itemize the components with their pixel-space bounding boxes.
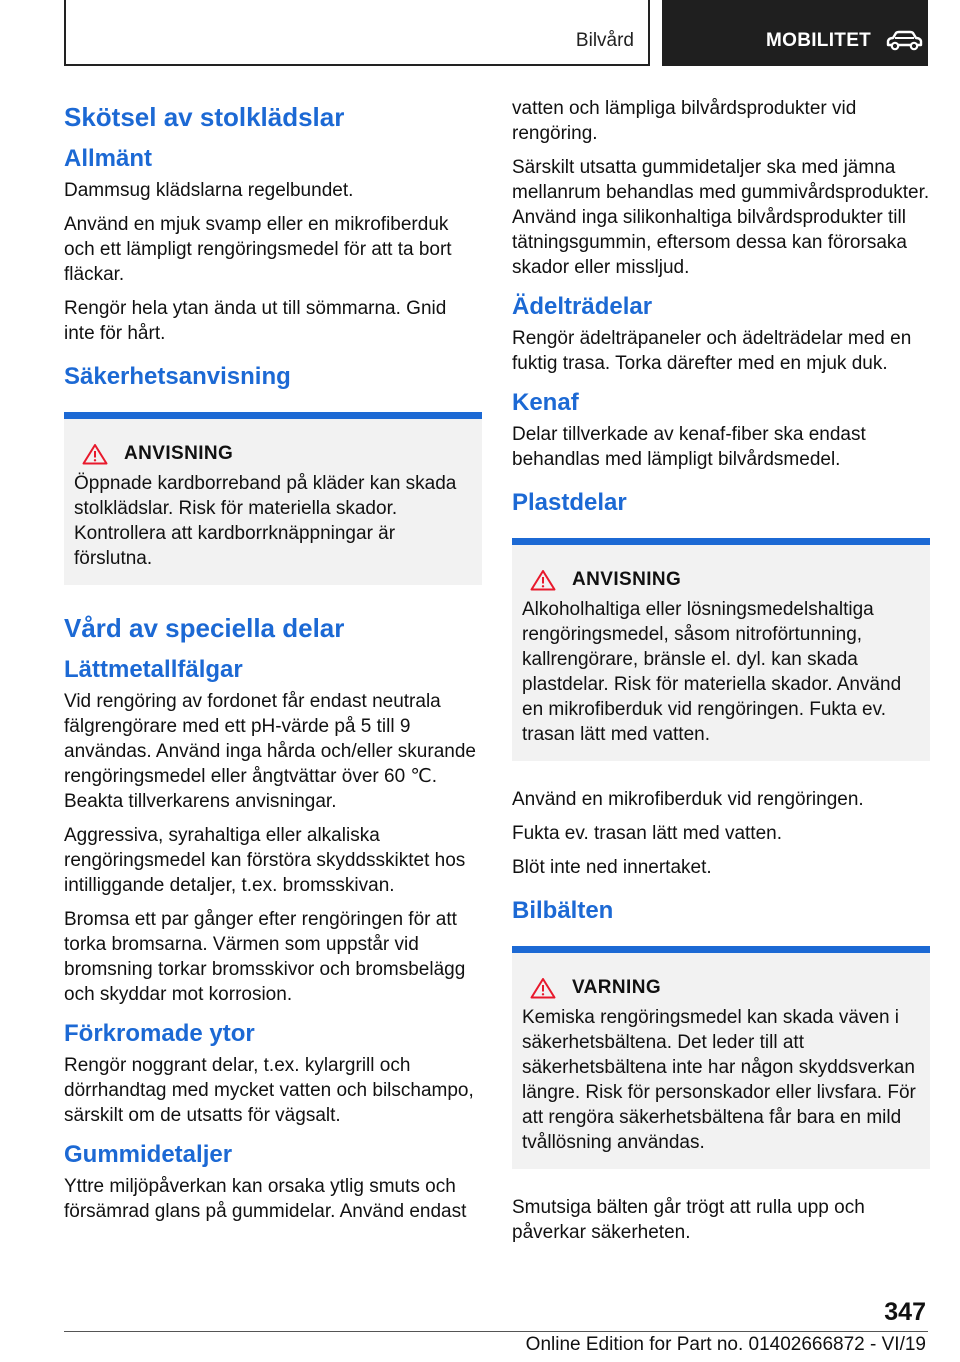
paragraph: Blöt inte ned innertaket.: [512, 857, 712, 878]
warning-label: ANVISNING: [124, 443, 234, 464]
heading-gummidetaljer: Gummidetaljer: [64, 1141, 233, 1168]
warning-triangle-icon: [530, 569, 556, 591]
paragraph: vatten och lämpliga bilvårdsprodukter vid rengöring.: [512, 98, 857, 144]
page-number: 347: [884, 1298, 926, 1326]
section-tab: [64, 0, 650, 66]
paragraph: Rengör hela ytan ända ut till sömmarna. Gnid inte för hårt.: [64, 298, 447, 344]
paragraph: Rengör noggrant delar, t.ex. kylargrill och dörrhandtag med mycket vatten och bilschampo, särskilt om de utsatts för vägsalt.: [64, 1055, 474, 1126]
paragraph: Använd en mjuk svamp eller en mikrofiberduk och ett lämpligt rengöringsmedel för att ta bort fläckar.: [64, 214, 452, 285]
left-column: [64, 100, 482, 1233]
paragraph: Fukta ev. trasan lätt med vatten.: [512, 823, 782, 844]
paragraph: Aggressiva, syrahaltiga eller alkaliska rengöringsmedel kan förstöra skyddsskiktet hos intilliggande detaljer, t.ex. bromsskivan.: [64, 825, 466, 896]
paragraph: Bromsa ett par gånger efter rengöringen för att torka bromsarna. Värmen som uppstår vid bromsning torkar bromsskivor och bromsbelägg och skyddar mot korrosion.: [64, 909, 466, 1005]
paragraph: Smutsiga bälten går trögt att rulla upp och påverkar säkerheten.: [512, 1197, 865, 1243]
page-header: [64, 0, 928, 66]
warning-header: [74, 443, 472, 465]
right-column: [512, 96, 930, 1254]
section-title: Bilvård: [575, 30, 634, 51]
paragraph: Använd en mikrofiberduk vid rengöringen.: [512, 789, 864, 810]
heading-allmant: Allmänt: [64, 145, 153, 172]
chapter-tab: [662, 0, 928, 66]
paragraph: Särskilt utsatta gummidetaljer ska med jämna mellanrum behandlas med gummivårdsprodukter. Använd inga silikonhaltiga bilvårdsprodukter till tätningsgummin, eftersom dessa kan förorsaka skador eller missljud.: [512, 157, 930, 278]
heading-kenaf: Kenaf: [512, 389, 579, 416]
warning-triangle-icon: [82, 443, 108, 465]
footer-divider: [64, 1331, 928, 1332]
warning-triangle-icon: [530, 977, 556, 999]
warning-label: VARNING: [572, 977, 662, 998]
warning-box: [512, 538, 930, 761]
warning-text: Öppnade kardborreband på kläder kan skada stolklädslar. Risk för materiella skador. Kontrollera att kardborrknäppningar är förslutna.: [74, 473, 457, 569]
heading-bilbalten: Bilbälten: [512, 897, 614, 924]
heading-lattmetallfalgar: Lättmetallfälgar: [64, 656, 243, 683]
heading-sakerhetsanvisning: Säkerhetsanvisning: [64, 363, 291, 390]
paragraph: Delar tillverkade av kenaf-fiber ska endast behandlas med lämpligt bilvårdsmedel.: [512, 424, 866, 470]
heading-vard-speciella-delar: Vård av speciella delar: [64, 613, 345, 643]
warning-text: Kemiska rengöringsmedel kan skada väven i säkerhetsbältena. Det leder till att säkerhetsbältena inte har någon skyddsverkan längre. Risk för personskador eller livsfara. För att rengöra säkerhetsbältena får bara en mild tvållösning användas.: [522, 1007, 916, 1153]
paragraph: Vid rengöring av fordonet får endast neutrala fälgrengörare med ett pH-värde på 5 till 9 användas. Använd inga hårda och/eller skurande rengöringsmedel eller ångtvättar över 60 ℃. Beakta tillverkarens anvisningar.: [64, 691, 476, 812]
warning-header: [522, 977, 920, 999]
warning-box: [512, 946, 930, 1169]
heading-stolkladslar: Skötsel av stolklädslar: [64, 102, 345, 132]
paragraph: Rengör ädelträpaneler och ädelträdelar med en fuktig trasa. Torka därefter med en mjuk duk.: [512, 328, 912, 374]
warning-label: ANVISNING: [572, 569, 682, 590]
paragraph: Dammsug klädslarna regelbundet.: [64, 180, 354, 201]
heading-forkromade-ytor: Förkromade ytor: [64, 1020, 255, 1047]
warning-box: [64, 412, 482, 585]
chapter-title: MOBILITET: [766, 30, 872, 51]
footer-edition: Online Edition for Part no. 01402666872 - VI/19: [525, 1334, 926, 1355]
car-icon: [884, 30, 924, 52]
heading-adeltradelar: Ädelträdelar: [512, 293, 653, 320]
paragraph: Yttre miljöpåverkan kan orsaka ytlig smuts och försämrad glans på gummidelar. Använd endast: [64, 1176, 467, 1222]
warning-header: [522, 569, 920, 591]
heading-plastdelar: Plastdelar: [512, 489, 627, 516]
warning-text: Alkoholhaltiga eller lösningsmedelshaltiga rengöringsmedel, såsom nitroförtunning, kallrengörare, bränsle el. dyl. kan skada plastdelar. Risk för materiella skador. Använd en mikrofiberduk vid rengöringen. Fukta ev. trasan lätt med vatten.: [522, 599, 902, 745]
